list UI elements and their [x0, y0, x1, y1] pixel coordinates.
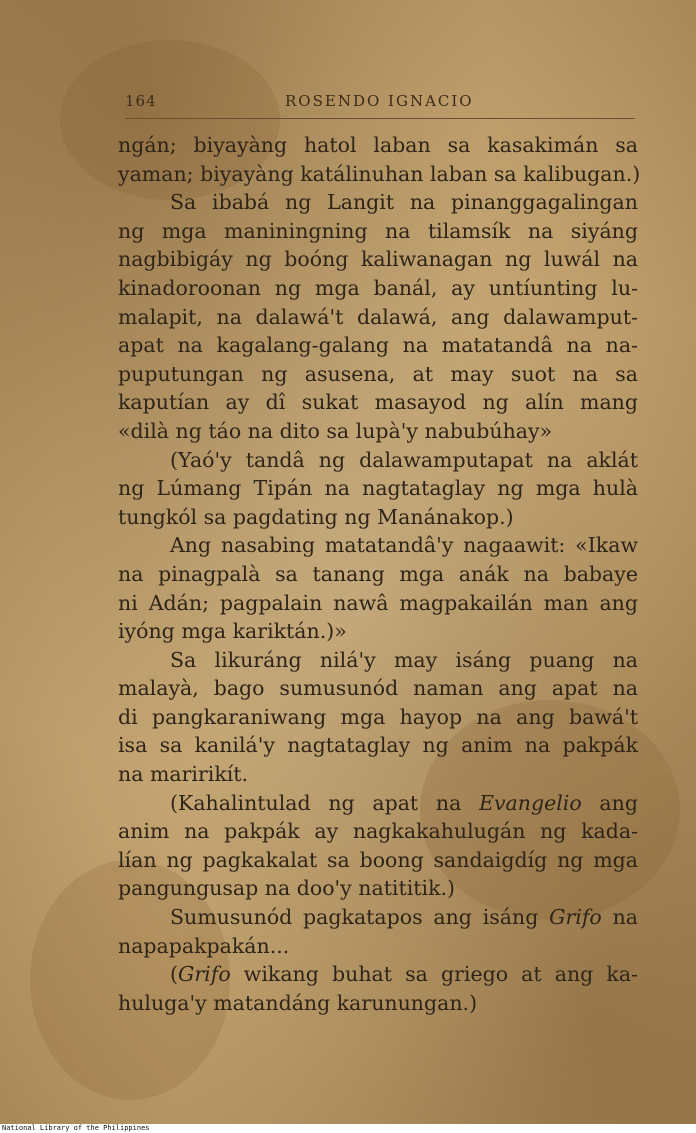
italic-term: Evangelio	[479, 790, 582, 815]
text-fragment: na	[612, 905, 638, 930]
text-line: ni Adán; pagpalain nawâ magpakailán man ang	[118, 590, 638, 615]
text-line: puputungan ng asusena, at may suot na sa	[118, 361, 638, 386]
text-line: apat na kagalang-galang na matatandâ na na-	[118, 333, 638, 358]
text-line: napapakpakán...	[118, 933, 290, 958]
text-line: anim na pakpák ay nagkakahulugán ng kada-	[118, 819, 638, 844]
text-line: ng mga maniningning na tilamsík na siyáng	[118, 218, 638, 243]
text-fragment: wikang buhat sa griego at ang ka-	[243, 962, 638, 987]
text-fragment: (	[170, 962, 178, 987]
text-line: iyóng mga kariktán.)»	[118, 619, 347, 644]
italic-term: Grifo	[178, 962, 231, 987]
body-text	[118, 131, 641, 1017]
text-line: (Yaó'y tandâ ng dalawamputapat na aklát	[170, 447, 638, 472]
text-line: Sa likuráng nilá'y may isáng puang na	[170, 647, 638, 672]
text-line: kinadoroonan ng mga banál, ay untíunting lu-	[118, 275, 638, 300]
text-line: malayà, bago sumusunód naman ang apat na	[118, 676, 638, 701]
text-line: huluga'y matandáng karunungan.)	[118, 990, 478, 1015]
text-line: di pangkaraniwang mga hayop na ang bawá't	[118, 704, 638, 729]
text-fragment: (Kahalintulad ng apat na	[170, 790, 462, 815]
header-rule	[125, 118, 635, 119]
text-line: yaman; biyayàng katálinuhan laban sa kalibugan.)	[118, 161, 641, 186]
text-line: tungkól sa pagdating ng Manánakop.)	[118, 504, 514, 529]
text-line	[118, 960, 638, 989]
text-fragment: Sumusunód pagkatapos ang isáng	[170, 905, 539, 930]
text-fragment: ang	[599, 790, 638, 815]
text-line: malapit, na dalawá't dalawá, ang dalawamput-	[118, 304, 638, 329]
text-line: pangungusap na doo'y natititik.)	[118, 876, 456, 901]
text-line: Ang nasabing matatandâ'y nagaawit: «Ikaw	[170, 533, 638, 558]
text-line: na pinagpalà sa tanang mga anák na babaye	[118, 561, 638, 586]
running-head: ROSENDO IGNACIO	[285, 92, 474, 110]
text-line	[118, 903, 638, 932]
page-header	[125, 92, 635, 120]
text-line: Sa ibabá ng Langit na pinanggagalingan	[170, 190, 638, 215]
text-line: nagbibigáy ng boóng kaliwanagan ng luwál na	[118, 247, 638, 272]
page-number: 164	[125, 92, 157, 110]
text-line	[118, 789, 638, 818]
text-line: ng Lúmang Tipán na nagtataglay ng mga hulà	[118, 476, 638, 501]
italic-term: Grifo	[549, 905, 602, 930]
text-line: kaputían ay dî sukat masayod ng alín mang	[118, 390, 638, 415]
text-line: «dilà ng táo na dito sa lupà'y nabubúhay»	[118, 418, 553, 443]
text-line: na maririkít.	[118, 762, 249, 787]
text-line: lían ng pagkakalat sa boong sandaigdíg ng mga	[118, 847, 638, 872]
library-credit: National Library of the Philippines	[2, 1124, 150, 1132]
text-line: ngán; biyayàng hatol laban sa kasakimán sa	[118, 133, 638, 157]
text-line: isa sa kanilá'y nagtataglay ng anim na pakpák	[118, 733, 638, 758]
